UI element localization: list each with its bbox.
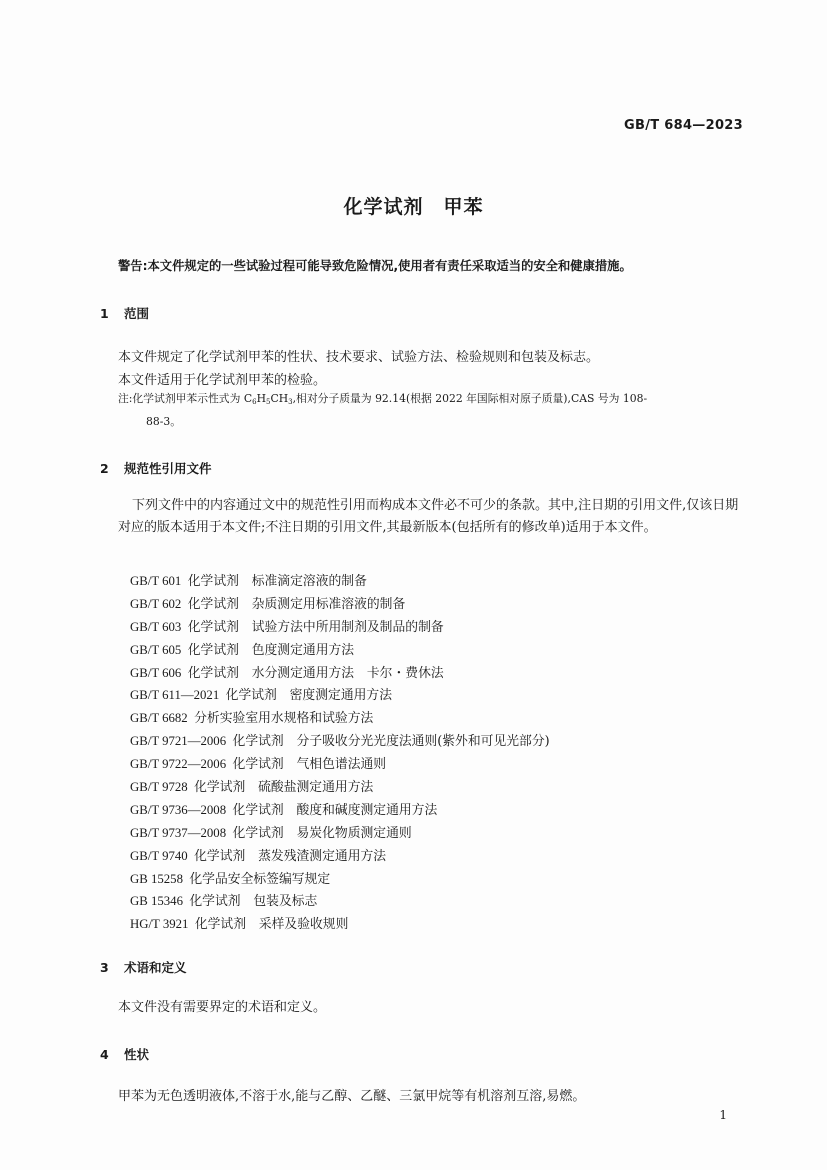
reference-code: GB/T 9737—2008 [130,825,227,840]
reference-code: GB/T 605 [130,642,182,657]
section-1-number: 1 [100,306,109,321]
page-number: 1 [719,1108,727,1122]
reference-title: 化学试剂 气相色谱法通则 [232,757,387,773]
section-2-title: 规范性引用文件 [124,461,212,476]
properties-paragraph: 甲苯为无色透明液体,不溶于水,能与乙醇、乙醚、三氯甲烷等有机溶剂互溶,易燃。 [118,1089,586,1104]
reference-list [130,570,550,936]
section-1-title: 范围 [124,306,150,321]
reference-item [130,822,550,845]
reference-item [130,684,550,707]
reference-item [130,730,550,753]
reference-code: GB/T 9736—2008 [130,802,227,817]
terms-paragraph: 本文件没有需要界定的术语和定义。 [118,1000,327,1015]
reference-item [130,639,550,662]
scope-paragraph-1: 本文件规定了化学试剂甲苯的性状、技术要求、试验方法、检验规则和包装及标志。 [118,350,600,365]
section-2-heading [100,459,212,477]
section-4-heading [100,1045,149,1063]
reference-title: 化学试剂 易炭化物质测定通则 [232,825,412,841]
section-4-number: 4 [100,1047,109,1062]
safety-warning: 警告:本文件规定的一些试验过程可能导致危险情况,使用者有责任采取适当的安全和健康措施。 [118,259,632,273]
scope-note-line-2: 88-3。 [146,415,182,428]
reference-title: 化学试剂 包装及标志 [189,894,318,910]
reference-code: HG/T 3921 [130,917,189,932]
reference-title: 化学试剂 密度测定通用方法 [225,688,392,704]
reference-title: 化学试剂 硫酸盐测定通用方法 [194,780,374,796]
reference-code: GB/T 602 [130,596,182,611]
reference-code: GB/T 9721—2006 [130,734,227,749]
scope-note [118,389,748,432]
reference-code: GB/T 9722—2006 [130,757,227,772]
reference-item [130,753,550,776]
reference-item [130,868,550,891]
reference-title: 化学试剂 蒸发残渣测定通用方法 [194,848,387,864]
reference-item [130,890,550,913]
normative-references-intro: 下列文件中的内容通过文中的规范性引用而构成本文件必不可少的条款。其中,注日期的引用文件,仅该日期对应的版本适用于本文件;不注日期的引用文件,其最新版本(包括所有的修改单)适用于本文件。 [118,498,739,535]
reference-item [130,776,550,799]
reference-title: 化学试剂 色度测定通用方法 [187,642,355,658]
reference-title: 化学试剂 分子吸收分光光度法通则(紫外和可见光部分) [232,734,550,750]
reference-code: GB/T 603 [130,619,182,634]
section-3-heading [100,958,187,976]
reference-code: GB/T 611—2021 [130,688,220,703]
reference-item [130,593,550,616]
reference-item [130,662,550,685]
reference-title: 化学试剂 采样及验收规则 [194,917,349,933]
reference-code: GB/T 601 [130,574,182,588]
reference-item [130,616,550,639]
section-3-title: 术语和定义 [124,960,187,975]
reference-item [130,570,550,593]
reference-title: 化学试剂 杂质测定用标准溶液的制备 [187,596,406,612]
section-1-heading [100,304,149,322]
reference-code: GB 15346 [130,894,183,909]
reference-title: 化学试剂 试验方法中所用制剂及制品的制备 [187,619,444,635]
reference-item [130,913,550,936]
reference-code: GB/T 606 [130,665,182,680]
reference-item [130,845,550,868]
reference-title: 化学试剂 酸度和碱度测定通用方法 [232,802,438,818]
standard-code: GB/T 684—2023 [624,118,743,133]
section-4-title: 性状 [124,1047,150,1062]
document-title: 化学试剂 甲苯 [343,196,484,218]
scope-note-line-1: 注:化学试剂甲苯示性式为 $C_6H_5CH_3$,相对分子质量为 92.14(根据 2022 年国际相对原子质量),CAS 号为 108- [118,392,648,406]
reference-title: 化学试剂 标准滴定溶液的制备 [187,574,367,589]
reference-title: 分析实验室用水规格和试验方法 [194,711,374,727]
reference-code: GB/T 9740 [130,848,188,863]
reference-item [130,707,550,730]
reference-item [130,799,550,822]
section-3-number: 3 [100,960,109,975]
reference-code: GB/T 9728 [130,780,188,795]
scope-paragraph-2: 本文件适用于化学试剂甲苯的检验。 [118,373,327,388]
reference-code: GB/T 6682 [130,711,188,726]
reference-title: 化学品安全标签编写规定 [189,871,331,887]
section-2-number: 2 [100,461,109,476]
reference-code: GB 15258 [130,871,183,886]
reference-title: 化学试剂 水分测定通用方法 卡尔・费休法 [187,665,444,681]
